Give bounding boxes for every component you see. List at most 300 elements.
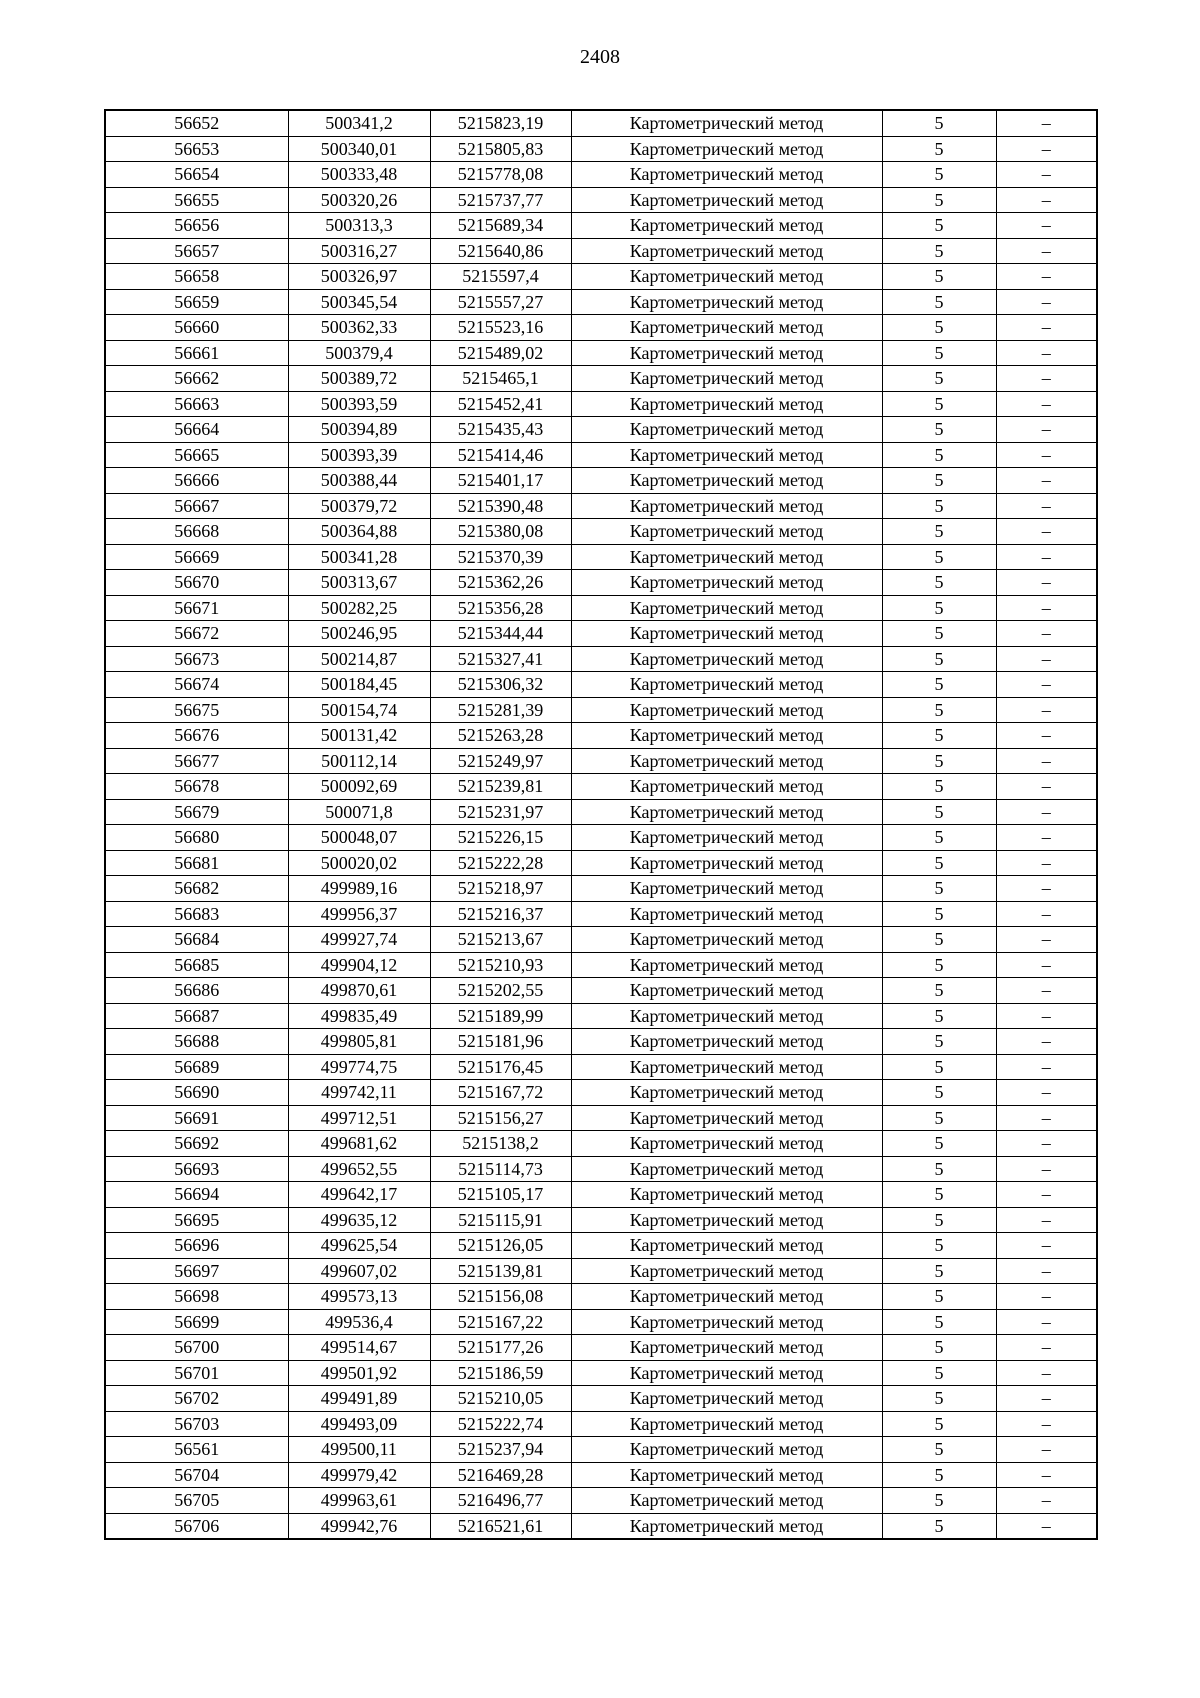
y-coordinate-cell: 5215216,37 bbox=[430, 901, 571, 927]
point-number-cell: 56667 bbox=[105, 493, 288, 519]
method-cell: Картометрический метод bbox=[571, 417, 882, 443]
y-coordinate-cell: 5216521,61 bbox=[430, 1513, 571, 1539]
point-number-cell: 56698 bbox=[105, 1284, 288, 1310]
method-cell: Картометрический метод bbox=[571, 1360, 882, 1386]
y-coordinate-cell: 5215249,97 bbox=[430, 748, 571, 774]
accuracy-cell: 5 bbox=[882, 621, 996, 647]
method-cell: Картометрический метод bbox=[571, 1105, 882, 1131]
coordinates-table bbox=[104, 109, 1098, 1540]
method-cell: Картометрический метод bbox=[571, 1284, 882, 1310]
accuracy-cell: 5 bbox=[882, 1360, 996, 1386]
accuracy-cell: 5 bbox=[882, 544, 996, 570]
method-cell: Картометрический метод bbox=[571, 876, 882, 902]
table-row bbox=[105, 901, 1097, 927]
accuracy-cell: 5 bbox=[882, 1131, 996, 1157]
x-coordinate-cell: 499652,55 bbox=[288, 1156, 430, 1182]
y-coordinate-cell: 5215167,72 bbox=[430, 1080, 571, 1106]
method-cell: Картометрический метод bbox=[571, 1335, 882, 1361]
description-cell: – bbox=[996, 850, 1097, 876]
x-coordinate-cell: 499681,62 bbox=[288, 1131, 430, 1157]
table-row bbox=[105, 825, 1097, 851]
x-coordinate-cell: 499956,37 bbox=[288, 901, 430, 927]
accuracy-cell: 5 bbox=[882, 1029, 996, 1055]
x-coordinate-cell: 500313,3 bbox=[288, 213, 430, 239]
table-row bbox=[105, 570, 1097, 596]
point-number-cell: 56678 bbox=[105, 774, 288, 800]
description-cell: – bbox=[996, 391, 1097, 417]
description-cell: – bbox=[996, 1437, 1097, 1463]
accuracy-cell: 5 bbox=[882, 952, 996, 978]
description-cell: – bbox=[996, 264, 1097, 290]
x-coordinate-cell: 500048,07 bbox=[288, 825, 430, 851]
point-number-cell: 56683 bbox=[105, 901, 288, 927]
point-number-cell: 56657 bbox=[105, 238, 288, 264]
description-cell: – bbox=[996, 417, 1097, 443]
y-coordinate-cell: 5215489,02 bbox=[430, 340, 571, 366]
table-row bbox=[105, 646, 1097, 672]
x-coordinate-cell: 500184,45 bbox=[288, 672, 430, 698]
accuracy-cell: 5 bbox=[882, 442, 996, 468]
accuracy-cell: 5 bbox=[882, 315, 996, 341]
point-number-cell: 56679 bbox=[105, 799, 288, 825]
y-coordinate-cell: 5215126,05 bbox=[430, 1233, 571, 1259]
y-coordinate-cell: 5215401,17 bbox=[430, 468, 571, 494]
table-row bbox=[105, 748, 1097, 774]
point-number-cell: 56673 bbox=[105, 646, 288, 672]
accuracy-cell: 5 bbox=[882, 1513, 996, 1539]
table-row bbox=[105, 1233, 1097, 1259]
description-cell: – bbox=[996, 1054, 1097, 1080]
point-number-cell: 56692 bbox=[105, 1131, 288, 1157]
method-cell: Картометрический метод bbox=[571, 825, 882, 851]
table-row bbox=[105, 544, 1097, 570]
accuracy-cell: 5 bbox=[882, 646, 996, 672]
table-row bbox=[105, 1029, 1097, 1055]
table-row bbox=[105, 1284, 1097, 1310]
method-cell: Картометрический метод bbox=[571, 136, 882, 162]
point-number-cell: 56654 bbox=[105, 162, 288, 188]
accuracy-cell: 5 bbox=[882, 1003, 996, 1029]
description-cell: – bbox=[996, 1105, 1097, 1131]
point-number-cell: 56676 bbox=[105, 723, 288, 749]
y-coordinate-cell: 5215370,39 bbox=[430, 544, 571, 570]
method-cell: Картометрический метод bbox=[571, 621, 882, 647]
point-number-cell: 56702 bbox=[105, 1386, 288, 1412]
description-cell: – bbox=[996, 1488, 1097, 1514]
accuracy-cell: 5 bbox=[882, 774, 996, 800]
table-row bbox=[105, 978, 1097, 1004]
method-cell: Картометрический метод bbox=[571, 1386, 882, 1412]
y-coordinate-cell: 5215222,28 bbox=[430, 850, 571, 876]
accuracy-cell: 5 bbox=[882, 1233, 996, 1259]
table-row bbox=[105, 340, 1097, 366]
method-cell: Картометрический метод bbox=[571, 238, 882, 264]
x-coordinate-cell: 500282,25 bbox=[288, 595, 430, 621]
method-cell: Картометрический метод bbox=[571, 1156, 882, 1182]
accuracy-cell: 5 bbox=[882, 162, 996, 188]
accuracy-cell: 5 bbox=[882, 697, 996, 723]
method-cell: Картометрический метод bbox=[571, 952, 882, 978]
method-cell: Картометрический метод bbox=[571, 927, 882, 953]
table-row bbox=[105, 850, 1097, 876]
x-coordinate-cell: 499742,11 bbox=[288, 1080, 430, 1106]
method-cell: Картометрический метод bbox=[571, 1131, 882, 1157]
table-row bbox=[105, 519, 1097, 545]
x-coordinate-cell: 499904,12 bbox=[288, 952, 430, 978]
method-cell: Картометрический метод bbox=[571, 1462, 882, 1488]
table-row bbox=[105, 672, 1097, 698]
accuracy-cell: 5 bbox=[882, 1462, 996, 1488]
table-row bbox=[105, 366, 1097, 392]
y-coordinate-cell: 5215281,39 bbox=[430, 697, 571, 723]
y-coordinate-cell: 5215327,41 bbox=[430, 646, 571, 672]
table-row bbox=[105, 595, 1097, 621]
method-cell: Картометрический метод bbox=[571, 187, 882, 213]
accuracy-cell: 5 bbox=[882, 289, 996, 315]
x-coordinate-cell: 500393,39 bbox=[288, 442, 430, 468]
x-coordinate-cell: 500340,01 bbox=[288, 136, 430, 162]
method-cell: Картометрический метод bbox=[571, 1488, 882, 1514]
y-coordinate-cell: 5215452,41 bbox=[430, 391, 571, 417]
description-cell: – bbox=[996, 825, 1097, 851]
y-coordinate-cell: 5215186,59 bbox=[430, 1360, 571, 1386]
table-row bbox=[105, 952, 1097, 978]
table-row bbox=[105, 264, 1097, 290]
accuracy-cell: 5 bbox=[882, 1386, 996, 1412]
y-coordinate-cell: 5215737,77 bbox=[430, 187, 571, 213]
y-coordinate-cell: 5215105,17 bbox=[430, 1182, 571, 1208]
description-cell: – bbox=[996, 110, 1097, 136]
y-coordinate-cell: 5215237,94 bbox=[430, 1437, 571, 1463]
y-coordinate-cell: 5215805,83 bbox=[430, 136, 571, 162]
point-number-cell: 56658 bbox=[105, 264, 288, 290]
point-number-cell: 56677 bbox=[105, 748, 288, 774]
table-row bbox=[105, 417, 1097, 443]
y-coordinate-cell: 5215156,27 bbox=[430, 1105, 571, 1131]
x-coordinate-cell: 499963,61 bbox=[288, 1488, 430, 1514]
point-number-cell: 56663 bbox=[105, 391, 288, 417]
description-cell: – bbox=[996, 1309, 1097, 1335]
accuracy-cell: 5 bbox=[882, 901, 996, 927]
description-cell: – bbox=[996, 927, 1097, 953]
method-cell: Картометрический метод bbox=[571, 493, 882, 519]
point-number-cell: 56661 bbox=[105, 340, 288, 366]
method-cell: Картометрический метод bbox=[571, 646, 882, 672]
point-number-cell: 56686 bbox=[105, 978, 288, 1004]
y-coordinate-cell: 5215189,99 bbox=[430, 1003, 571, 1029]
point-number-cell: 56664 bbox=[105, 417, 288, 443]
x-coordinate-cell: 499501,92 bbox=[288, 1360, 430, 1386]
description-cell: – bbox=[996, 162, 1097, 188]
method-cell: Картометрический метод bbox=[571, 1054, 882, 1080]
point-number-cell: 56682 bbox=[105, 876, 288, 902]
point-number-cell: 56655 bbox=[105, 187, 288, 213]
y-coordinate-cell: 5216469,28 bbox=[430, 1462, 571, 1488]
description-cell: – bbox=[996, 136, 1097, 162]
method-cell: Картометрический метод bbox=[571, 1003, 882, 1029]
table-row bbox=[105, 289, 1097, 315]
x-coordinate-cell: 499514,67 bbox=[288, 1335, 430, 1361]
point-number-cell: 56695 bbox=[105, 1207, 288, 1233]
table-row bbox=[105, 136, 1097, 162]
description-cell: – bbox=[996, 213, 1097, 239]
y-coordinate-cell: 5215167,22 bbox=[430, 1309, 571, 1335]
point-number-cell: 56688 bbox=[105, 1029, 288, 1055]
accuracy-cell: 5 bbox=[882, 213, 996, 239]
description-cell: – bbox=[996, 1386, 1097, 1412]
table-row bbox=[105, 1105, 1097, 1131]
point-number-cell: 56704 bbox=[105, 1462, 288, 1488]
accuracy-cell: 5 bbox=[882, 672, 996, 698]
method-cell: Картометрический метод bbox=[571, 315, 882, 341]
x-coordinate-cell: 499870,61 bbox=[288, 978, 430, 1004]
method-cell: Картометрический метод bbox=[571, 1207, 882, 1233]
y-coordinate-cell: 5215344,44 bbox=[430, 621, 571, 647]
x-coordinate-cell: 500071,8 bbox=[288, 799, 430, 825]
table-row bbox=[105, 1207, 1097, 1233]
point-number-cell: 56690 bbox=[105, 1080, 288, 1106]
description-cell: – bbox=[996, 901, 1097, 927]
y-coordinate-cell: 5215823,19 bbox=[430, 110, 571, 136]
method-cell: Картометрический метод bbox=[571, 697, 882, 723]
point-number-cell: 56694 bbox=[105, 1182, 288, 1208]
y-coordinate-cell: 5215226,15 bbox=[430, 825, 571, 851]
point-number-cell: 56680 bbox=[105, 825, 288, 851]
table-row bbox=[105, 1156, 1097, 1182]
table-row bbox=[105, 621, 1097, 647]
y-coordinate-cell: 5215176,45 bbox=[430, 1054, 571, 1080]
accuracy-cell: 5 bbox=[882, 1335, 996, 1361]
description-cell: – bbox=[996, 952, 1097, 978]
accuracy-cell: 5 bbox=[882, 1437, 996, 1463]
description-cell: – bbox=[996, 1513, 1097, 1539]
point-number-cell: 56706 bbox=[105, 1513, 288, 1539]
table-row bbox=[105, 391, 1097, 417]
accuracy-cell: 5 bbox=[882, 1411, 996, 1437]
point-number-cell: 56699 bbox=[105, 1309, 288, 1335]
x-coordinate-cell: 500112,14 bbox=[288, 748, 430, 774]
point-number-cell: 56670 bbox=[105, 570, 288, 596]
accuracy-cell: 5 bbox=[882, 468, 996, 494]
point-number-cell: 56668 bbox=[105, 519, 288, 545]
accuracy-cell: 5 bbox=[882, 110, 996, 136]
description-cell: – bbox=[996, 1233, 1097, 1259]
y-coordinate-cell: 5215231,97 bbox=[430, 799, 571, 825]
table-row bbox=[105, 162, 1097, 188]
description-cell: – bbox=[996, 1360, 1097, 1386]
y-coordinate-cell: 5215138,2 bbox=[430, 1131, 571, 1157]
table-row bbox=[105, 927, 1097, 953]
point-number-cell: 56689 bbox=[105, 1054, 288, 1080]
table-row bbox=[105, 1360, 1097, 1386]
table-row bbox=[105, 213, 1097, 239]
table-row bbox=[105, 442, 1097, 468]
point-number-cell: 56691 bbox=[105, 1105, 288, 1131]
x-coordinate-cell: 500320,26 bbox=[288, 187, 430, 213]
y-coordinate-cell: 5215210,05 bbox=[430, 1386, 571, 1412]
method-cell: Картометрический метод bbox=[571, 901, 882, 927]
method-cell: Картометрический метод bbox=[571, 1233, 882, 1259]
point-number-cell: 56652 bbox=[105, 110, 288, 136]
x-coordinate-cell: 500316,27 bbox=[288, 238, 430, 264]
table-row bbox=[105, 1462, 1097, 1488]
table-row bbox=[105, 1513, 1097, 1539]
y-coordinate-cell: 5215263,28 bbox=[430, 723, 571, 749]
description-cell: – bbox=[996, 1207, 1097, 1233]
description-cell: – bbox=[996, 289, 1097, 315]
description-cell: – bbox=[996, 366, 1097, 392]
x-coordinate-cell: 500131,42 bbox=[288, 723, 430, 749]
description-cell: – bbox=[996, 468, 1097, 494]
description-cell: – bbox=[996, 1131, 1097, 1157]
accuracy-cell: 5 bbox=[882, 748, 996, 774]
y-coordinate-cell: 5215222,74 bbox=[430, 1411, 571, 1437]
method-cell: Картометрический метод bbox=[571, 1182, 882, 1208]
table-row bbox=[105, 1003, 1097, 1029]
x-coordinate-cell: 499805,81 bbox=[288, 1029, 430, 1055]
description-cell: – bbox=[996, 1156, 1097, 1182]
description-cell: – bbox=[996, 1003, 1097, 1029]
description-cell: – bbox=[996, 544, 1097, 570]
table-row bbox=[105, 468, 1097, 494]
method-cell: Картометрический метод bbox=[571, 672, 882, 698]
description-cell: – bbox=[996, 315, 1097, 341]
method-cell: Картометрический метод bbox=[571, 799, 882, 825]
x-coordinate-cell: 500364,88 bbox=[288, 519, 430, 545]
method-cell: Картометрический метод bbox=[571, 162, 882, 188]
point-number-cell: 56656 bbox=[105, 213, 288, 239]
point-number-cell: 56659 bbox=[105, 289, 288, 315]
y-coordinate-cell: 5215114,73 bbox=[430, 1156, 571, 1182]
x-coordinate-cell: 499607,02 bbox=[288, 1258, 430, 1284]
method-cell: Картометрический метод bbox=[571, 748, 882, 774]
accuracy-cell: 5 bbox=[882, 1207, 996, 1233]
method-cell: Картометрический метод bbox=[571, 1309, 882, 1335]
accuracy-cell: 5 bbox=[882, 1258, 996, 1284]
table-row bbox=[105, 187, 1097, 213]
table-row bbox=[105, 315, 1097, 341]
x-coordinate-cell: 499536,4 bbox=[288, 1309, 430, 1335]
table-row bbox=[105, 110, 1097, 136]
table-row bbox=[105, 1309, 1097, 1335]
method-cell: Картометрический метод bbox=[571, 1411, 882, 1437]
table-row bbox=[105, 1258, 1097, 1284]
y-coordinate-cell: 5215362,26 bbox=[430, 570, 571, 596]
x-coordinate-cell: 499979,42 bbox=[288, 1462, 430, 1488]
y-coordinate-cell: 5215380,08 bbox=[430, 519, 571, 545]
x-coordinate-cell: 500379,4 bbox=[288, 340, 430, 366]
accuracy-cell: 5 bbox=[882, 1054, 996, 1080]
accuracy-cell: 5 bbox=[882, 493, 996, 519]
x-coordinate-cell: 500092,69 bbox=[288, 774, 430, 800]
point-number-cell: 56696 bbox=[105, 1233, 288, 1259]
table-row bbox=[105, 1335, 1097, 1361]
description-cell: – bbox=[996, 774, 1097, 800]
point-number-cell: 56685 bbox=[105, 952, 288, 978]
description-cell: – bbox=[996, 442, 1097, 468]
description-cell: – bbox=[996, 493, 1097, 519]
method-cell: Картометрический метод bbox=[571, 723, 882, 749]
method-cell: Картометрический метод bbox=[571, 391, 882, 417]
description-cell: – bbox=[996, 697, 1097, 723]
x-coordinate-cell: 499635,12 bbox=[288, 1207, 430, 1233]
x-coordinate-cell: 500313,67 bbox=[288, 570, 430, 596]
method-cell: Картометрический метод bbox=[571, 519, 882, 545]
description-cell: – bbox=[996, 570, 1097, 596]
x-coordinate-cell: 500362,33 bbox=[288, 315, 430, 341]
x-coordinate-cell: 499573,13 bbox=[288, 1284, 430, 1310]
point-number-cell: 56675 bbox=[105, 697, 288, 723]
x-coordinate-cell: 500388,44 bbox=[288, 468, 430, 494]
method-cell: Картометрический метод bbox=[571, 595, 882, 621]
method-cell: Картометрический метод bbox=[571, 978, 882, 1004]
point-number-cell: 56701 bbox=[105, 1360, 288, 1386]
method-cell: Картометрический метод bbox=[571, 1080, 882, 1106]
point-number-cell: 56697 bbox=[105, 1258, 288, 1284]
x-coordinate-cell: 500333,48 bbox=[288, 162, 430, 188]
method-cell: Картометрический метод bbox=[571, 366, 882, 392]
method-cell: Картометрический метод bbox=[571, 774, 882, 800]
description-cell: – bbox=[996, 748, 1097, 774]
y-coordinate-cell: 5215640,86 bbox=[430, 238, 571, 264]
point-number-cell: 56660 bbox=[105, 315, 288, 341]
description-cell: – bbox=[996, 621, 1097, 647]
accuracy-cell: 5 bbox=[882, 366, 996, 392]
x-coordinate-cell: 500394,89 bbox=[288, 417, 430, 443]
x-coordinate-cell: 500341,28 bbox=[288, 544, 430, 570]
accuracy-cell: 5 bbox=[882, 1488, 996, 1514]
accuracy-cell: 5 bbox=[882, 595, 996, 621]
x-coordinate-cell: 500246,95 bbox=[288, 621, 430, 647]
point-number-cell: 56681 bbox=[105, 850, 288, 876]
method-cell: Картометрический метод bbox=[571, 1437, 882, 1463]
x-coordinate-cell: 500389,72 bbox=[288, 366, 430, 392]
y-coordinate-cell: 5215557,27 bbox=[430, 289, 571, 315]
method-cell: Картометрический метод bbox=[571, 340, 882, 366]
y-coordinate-cell: 5215177,26 bbox=[430, 1335, 571, 1361]
accuracy-cell: 5 bbox=[882, 136, 996, 162]
point-number-cell: 56561 bbox=[105, 1437, 288, 1463]
y-coordinate-cell: 5215218,97 bbox=[430, 876, 571, 902]
point-number-cell: 56703 bbox=[105, 1411, 288, 1437]
method-cell: Картометрический метод bbox=[571, 264, 882, 290]
x-coordinate-cell: 500214,87 bbox=[288, 646, 430, 672]
method-cell: Картометрический метод bbox=[571, 468, 882, 494]
y-coordinate-cell: 5215778,08 bbox=[430, 162, 571, 188]
y-coordinate-cell: 5215390,48 bbox=[430, 493, 571, 519]
point-number-cell: 56684 bbox=[105, 927, 288, 953]
description-cell: – bbox=[996, 876, 1097, 902]
x-coordinate-cell: 499712,51 bbox=[288, 1105, 430, 1131]
accuracy-cell: 5 bbox=[882, 1156, 996, 1182]
accuracy-cell: 5 bbox=[882, 1182, 996, 1208]
description-cell: – bbox=[996, 1411, 1097, 1437]
accuracy-cell: 5 bbox=[882, 519, 996, 545]
accuracy-cell: 5 bbox=[882, 723, 996, 749]
accuracy-cell: 5 bbox=[882, 799, 996, 825]
accuracy-cell: 5 bbox=[882, 1105, 996, 1131]
method-cell: Картометрический метод bbox=[571, 1513, 882, 1539]
x-coordinate-cell: 500326,97 bbox=[288, 264, 430, 290]
table-row bbox=[105, 1131, 1097, 1157]
x-coordinate-cell: 499774,75 bbox=[288, 1054, 430, 1080]
method-cell: Картометрический метод bbox=[571, 110, 882, 136]
table-row bbox=[105, 1386, 1097, 1412]
point-number-cell: 56705 bbox=[105, 1488, 288, 1514]
accuracy-cell: 5 bbox=[882, 340, 996, 366]
y-coordinate-cell: 5215202,55 bbox=[430, 978, 571, 1004]
method-cell: Картометрический метод bbox=[571, 544, 882, 570]
